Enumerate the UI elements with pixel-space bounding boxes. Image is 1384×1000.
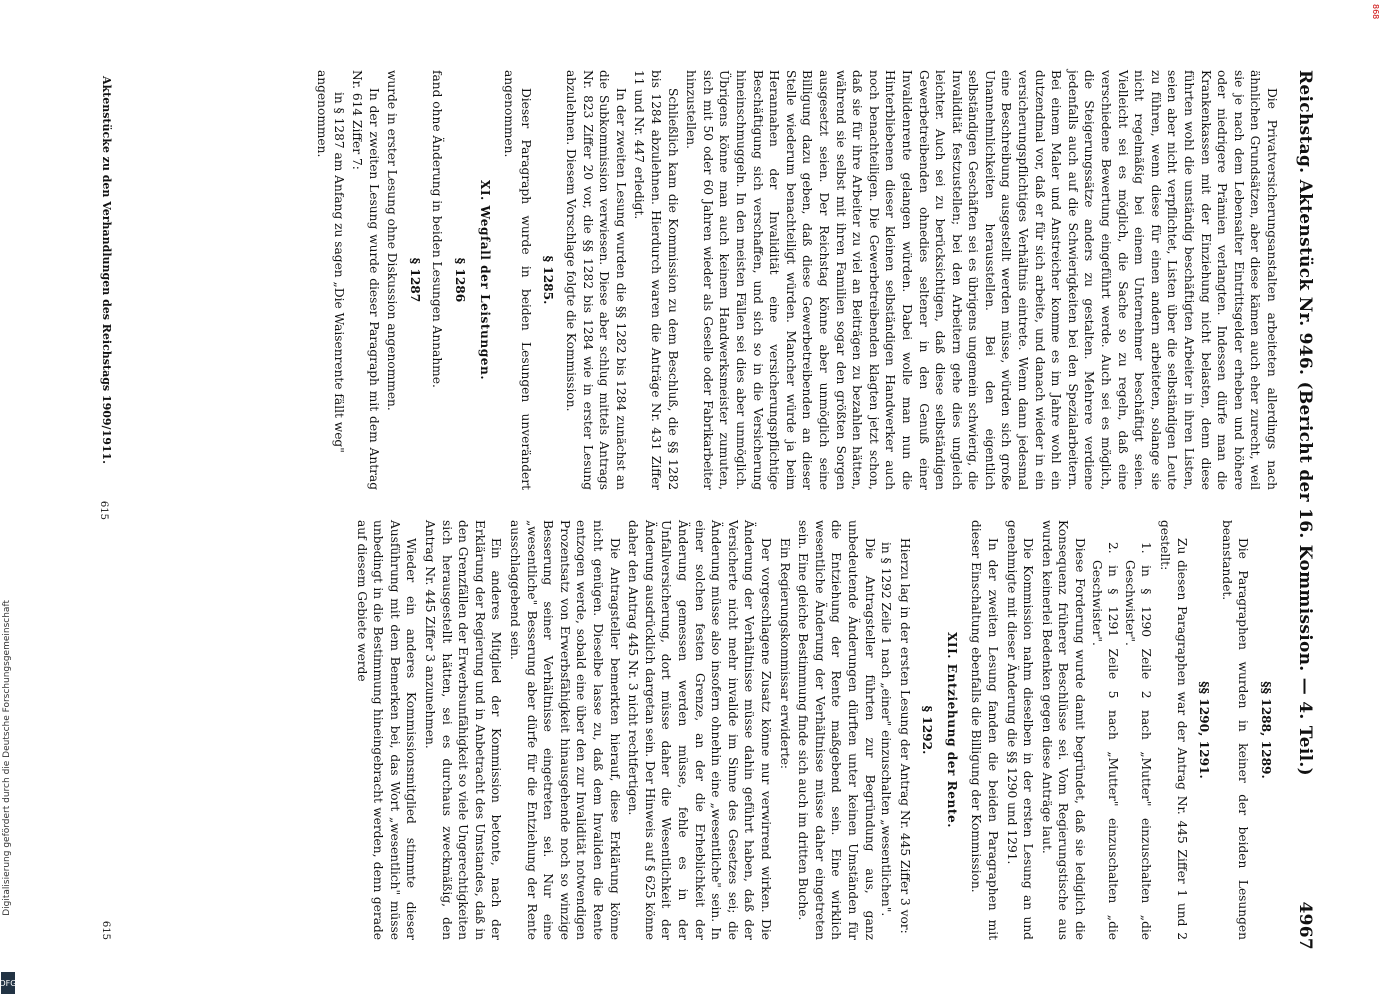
header-page-number: 4967 xyxy=(1295,901,1315,950)
left-column xyxy=(170,70,1280,490)
chapter-heading: XI. Wegfall der Leistungen. xyxy=(477,179,492,381)
section-heading: § 1285. xyxy=(541,255,556,305)
paragraph: Ein Regierungskommissar erwiderte: xyxy=(777,538,792,770)
paragraph: Die Antragsteller führten zur Begründung aus, ganz unbedeutende Änderungen dürften unter keinen Umständen für die Entziehung der Rente maßgebend sein. Eine wirklich wesentliche Änderung der Verhältnisse müsse daher eingetreten sein. Eine gleiche Bestimmung finde sich auch im dritten Buche. xyxy=(796,520,877,940)
paragraph: Wieder ein anderes Kommissionsmitglied stimmte dieser Ausführung mit dem Bemerken bei, das Wort „wesentlich" müsse unbedingt in die Bestimmung hineingebracht werden, denn gerade auf diesem Gebiete werde xyxy=(354,520,419,940)
paragraph: angenommen. xyxy=(314,70,329,158)
dfg-logo: DFG xyxy=(1,972,15,994)
paragraph: Die Antragsteller bemerkten hierauf, diese Erklärung könne nicht genügen. Dieselbe lasse zu, daß dem Invaliden die Rente entzogen werde, sobald eine über den zur Invalidität notwendigen Prozentsatz von Erwerbsfähigkeit hinausgehende noch so winzige Besserung seiner Verhältnisse eingetreten sei. Nur eine „wesentliche" Besserung aber dürfe für die Entziehung der Rente ausschlaggebend sein. xyxy=(508,520,622,940)
paragraph: Die Kommission nahm dieselben in der ersten Lesung an und genehmigte mit dieser Änderung die §§ 1290 und 1291. xyxy=(1004,520,1036,940)
footer-page-number: 615 xyxy=(98,500,109,520)
paragraph: Diese Forderung wurde damit begründet, daß sie lediglich die Konsequenz früherer Beschlüsse sei. Vom Regierungstische aus wurden keinerlei Bedenken gegen diese Anträge laut. xyxy=(1039,520,1088,940)
paragraph: Zu diesen Paragraphen war der Antrag Nr. 445 Ziffer 1 und 2 gestellt: xyxy=(1158,520,1189,940)
footer-page-number-right: 615 xyxy=(100,920,111,940)
right-column xyxy=(170,520,1280,940)
section-heading: § 1286 xyxy=(453,257,468,303)
paragraph: Dieser Paragraph wurde in beiden Lesungen unverändert angenommen. xyxy=(502,70,533,490)
paragraph: Ein anderes Mitglied der Kommission betonte, nach der Erklärung der Regierung und in Anbetracht des Umstandes, daß in den Grenzfällen der Erwerbsunfähigkeit so viele Ungerechtigkeiten sich herausgestellt hätten, sei es durchaus zweckmäßig, den Antrag Nr. 445 Ziffer 3 anzunehmen. xyxy=(423,520,504,940)
paragraph: Die Privatversicherungsanstalten arbeiteten allerdings nach ähnlichen Grundsätzen, aber diese kämen auch eher zurecht, weil sie je nach dem Lebensalter Eintrittsgelder erheben und höhere oder niedrigere Prämien verlangten. Indessen dürfe man die Krankenkassen mit der Einziehung nicht belasten, denn diese führten wohl die unständig beschäftigten Arbeiter in ihren Listen, seien aber nicht verpflichtet, Listen über die selbständigen Leute zu führen, wenn diese für einen andern arbeiteten, solange sie nicht regelmäßig bei einem Unternehmer beschäftigt seien. Vielleicht sei es möglich, die Sache so zu regeln, daß eine verschiedene Bewertung eingeführt werde. Auch sei es möglich, die Steigerungssätze anders zu gestalten. Mehrere verdiene jedenfalls auch auf die Schwierigkeiten bei den Spezialarbeitern. Bei einem Maler und Anstreicher komme es im Jahre wohl ein dutzendmal vor, daß er für sich arbeite, und danach wieder in ein versicherungspflichtiges Verhältnis eintrete. Wenn dann jedesmal eine Beschreibung ausgestellt werden müsse, würden sich große Unannehmlichkeiten herausstellen. Bei den eigentlich selbständigen Geschäften sei es übrigens ungemein schwierig, die Invalidität festzustellen; bei den Arbeitern gehe dies ungleich leichter. Auch sei zu berücksichtigen, daß diese selbständigen Gewerbetreibenden ohnedies seltener in den Genuß einer Invalidenrente gelangen würden. Dabei wolle man nun die Hinterbliebenen dieser kleinen selbständigen Handwerker auch noch benachteiligen. Die Gewerbetreibenden klagten jetzt schon, daß sie für ihre Arbeiter zu viel an Beiträgen zu bezahlen hätten, während sie selbst mit ihren Familien sogar den größten Sorgen ausgesetzt seien. Der Reichstag könne aber unmöglich seine Billigung dazu geben, daß diese Gewerbetreibenden an dieser Stelle wiederum benachteiligt würden. Mancher würde ja beim Herannahen der Invalidität eine versicherungspflichtige Beschäftigung sich verschaffen, und sich so in die Versicherung hineinschmuggeln. In den meisten Fällen sei dies aber unmöglich. Übrigens könne man auch keinem Handwerksmeister zumuten, sich mit 50 oder 60 Jahren wieder als Geselle oder Fabrikarbeiter hinzustellen. xyxy=(684,70,1279,490)
list-item: 2. in § 1291 Zeile 5 nach „Mutter" einzuschalten „die Geschwister". xyxy=(1089,542,1121,940)
paragraph: In der zweiten Lesung fanden die beiden Paragraphen mit dieser Einschaltung ebenfalls die Billigung der Kommission. xyxy=(969,520,1001,940)
paragraph: In der zweiten Lesung wurde dieser Paragraph mit dem Antrag Nr. 614 Ziffer 7: xyxy=(350,70,381,490)
paragraph: wurde in erster Lesung ohne Diskussion angenommen. xyxy=(385,70,400,411)
paragraph: Schließlich kam die Kommission zu dem Beschluß, die §§ 1282 bis 1284 abzulehnen. Hierdurch waren die Anträge Nr. 431 Ziffer 11 und Nr. 447 erledigt. xyxy=(632,70,680,490)
list-item: 1. in § 1290 Zeile 2 nach „Mutter" einzuschalten „die Geschwister". xyxy=(1122,542,1154,940)
header-title: Reichstag. Aktenstück Nr. 946. (Bericht der 16. Kommission. — 4. Teil.) xyxy=(1295,70,1315,776)
chapter-heading: XII. Entziehung der Rente. xyxy=(944,631,959,829)
corner-mark: 868 xyxy=(1371,4,1380,20)
section-heading: § 1287 xyxy=(407,257,422,303)
section-heading: §§ 1288, 1289. xyxy=(1259,681,1273,779)
digitization-credit: Digitalisierung gefördert durch die Deutsche Forschungsgemeinschaft xyxy=(2,600,12,916)
paragraph: fand ohne Änderung in beiden Lesungen Annahme. xyxy=(430,70,445,388)
paragraph: In der zweiten Lesung wurden die §§ 1282 bis 1284 zunächst an die Subkommission verwiesen. Diese aber schlug mittels Antrags Nr. 823 Ziffer 20 vor, die §§ 1282 bis 1284 wie in erster Lesung abzulehnen. Diesem Vorschlage folgte die Kommission. xyxy=(564,70,628,490)
quoted-amendment: in § 1287 am Anfang zu sagen „Die Waisenrente fällt weg" xyxy=(331,92,346,453)
paragraph: Die Paragraphen wurden in keiner der beiden Lesungen beanstandet. xyxy=(1219,520,1251,940)
page xyxy=(60,60,1340,960)
section-heading: § 1292. xyxy=(920,705,935,755)
section-heading: §§ 1290, 1291. xyxy=(1197,681,1212,779)
paragraph: Hierzu lag in der ersten Lesung der Antrag Nr. 445 Ziffer 3 vor: xyxy=(897,538,912,934)
page-header xyxy=(1285,70,1325,950)
quoted-amendment: in § 1292 Zeile 1 nach „einer" einzuschalten „wesentlichen". xyxy=(879,542,894,917)
paragraph: Der vorgeschlagene Zusatz könne nur verwirrend wirken. Die Änderung der Verhältnisse müsse dahin geführt haben, daß der Versicherte nicht mehr invalide im Sinne des Gesetzes sei; die Änderung müsse also insofern ohnehin eine „wesentliche" sein. In einer solchen festen Grenze, an der die Erheblichkeit der Änderung gemessen werden müsse, fehle es in der Unfallversicherung, dort müsse daher die Wesentlichkeit der Änderung ausdrücklich dargetan sein. Der Hinweis auf § 625 könne daher den Antrag 445 Nr. 3 nicht rechtfertigen. xyxy=(626,520,773,940)
page-footer: Aktenstücke zu den Verhandlungen des Reichstags 1909/1911. xyxy=(100,76,113,464)
